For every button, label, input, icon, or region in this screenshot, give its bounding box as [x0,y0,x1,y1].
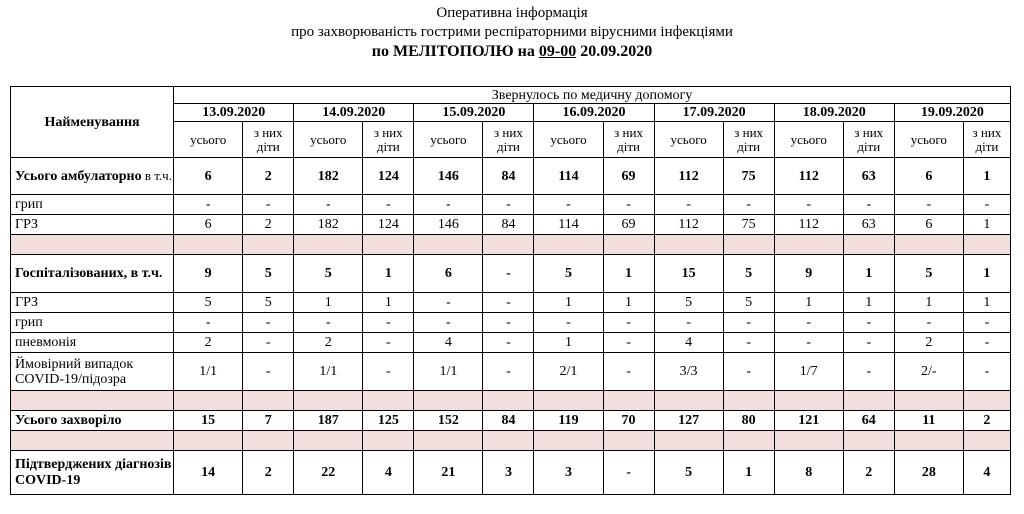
table-cell: 5 [243,255,294,293]
row-label: Підтверджених діагнозів COVID-19 [11,451,174,495]
table-cell: 4 [654,333,723,353]
table-cell: - [603,313,654,333]
table-cell: - [723,333,774,353]
table-row [11,333,1011,353]
table-cell: 5 [294,255,363,293]
table-cell: 2 [894,333,963,353]
row-label: грип [11,313,174,333]
table-cell: 80 [723,411,774,431]
table-cell: - [363,313,414,333]
table-cell: 2 [243,451,294,495]
date-header: 19.09.2020 [894,104,1010,122]
table-cell: 5 [534,255,603,293]
table-cell: 1/7 [774,353,843,391]
table-cell: 7 [243,411,294,431]
separator-cell [654,431,723,451]
separator-cell [894,391,963,411]
table-cell: 11 [894,411,963,431]
table-cell: - [294,195,363,215]
separator-cell [774,235,843,255]
table-cell: 2 [243,215,294,235]
table-cell: - [174,313,243,333]
row-label: грип [11,195,174,215]
table-cell: - [963,333,1010,353]
table-cell: 1 [723,451,774,495]
table-cell: 112 [774,215,843,235]
table-cell: - [723,353,774,391]
table-cell: 112 [654,158,723,195]
table-row [11,313,1011,333]
table-row [11,195,1011,215]
separator-cell [11,391,174,411]
table-cell: 146 [414,158,483,195]
table-cell: 119 [534,411,603,431]
table-row [11,353,1011,391]
separator-cell [603,431,654,451]
table-cell: 22 [294,451,363,495]
separator-cell [843,431,894,451]
name-column-header: Найменування [11,87,174,158]
table-cell: - [774,195,843,215]
separator-cell [363,391,414,411]
table-cell: - [843,195,894,215]
table-cell: 5 [243,293,294,313]
separator-cell [774,391,843,411]
table-cell: 9 [174,255,243,293]
table-cell: - [603,195,654,215]
separator-cell [723,391,774,411]
table-cell: 121 [774,411,843,431]
separator-cell [723,235,774,255]
table-cell: 1 [963,293,1010,313]
table-cell: 1 [963,255,1010,293]
table-cell: 1 [363,293,414,313]
separator-cell [174,391,243,411]
date-header: 15.09.2020 [414,104,534,122]
children-subheader: з них діти [843,122,894,158]
table-cell: 1 [774,293,843,313]
separator-row [11,235,1011,255]
table-cell: 1 [843,293,894,313]
table-cell: 146 [414,215,483,235]
separator-cell [654,235,723,255]
separator-cell [963,431,1010,451]
separator-cell [483,235,534,255]
table-cell: 1 [603,255,654,293]
date-header: 14.09.2020 [294,104,414,122]
table-cell: - [483,333,534,353]
table-cell: 6 [894,215,963,235]
table-cell: 1 [534,333,603,353]
table-cell: 1 [894,293,963,313]
table-cell: - [243,195,294,215]
table-cell: 84 [483,411,534,431]
separator-cell [894,235,963,255]
total-subheader: усього [174,122,243,158]
children-subheader: з них діти [363,122,414,158]
table-cell: 5 [894,255,963,293]
table-cell: - [243,353,294,391]
separator-cell [363,235,414,255]
separator-cell [414,235,483,255]
table-cell: - [363,333,414,353]
row-label: Усього захворіло [11,411,174,431]
table-cell: - [963,313,1010,333]
row-label: Усього амбулаторно в т.ч. [11,158,174,195]
table-cell: 1 [534,293,603,313]
table-cell: 6 [174,215,243,235]
separator-cell [414,431,483,451]
table-cell: 6 [174,158,243,195]
separator-cell [11,431,174,451]
separator-row [11,431,1011,451]
table-cell: - [483,293,534,313]
table-cell: 4 [363,451,414,495]
separator-cell [534,235,603,255]
separator-cell [843,235,894,255]
group-header: Звернулось по медичну допомогу [174,87,1011,104]
table-cell: 1 [963,215,1010,235]
separator-cell [603,391,654,411]
table-cell: 182 [294,158,363,195]
table-cell: 2 [843,451,894,495]
separator-cell [294,391,363,411]
table-cell: 5 [654,451,723,495]
children-subheader: з них діти [243,122,294,158]
separator-cell [174,235,243,255]
separator-cell [243,391,294,411]
table-row [11,215,1011,235]
total-subheader: усього [894,122,963,158]
table-cell: 112 [774,158,843,195]
children-subheader: з них діти [483,122,534,158]
table-cell: 8 [774,451,843,495]
row-label: ГРЗ [11,215,174,235]
table-cell: 4 [414,333,483,353]
table-cell: - [603,333,654,353]
table-cell: 69 [603,158,654,195]
table-cell: 14 [174,451,243,495]
table-cell: 15 [174,411,243,431]
date-header: 18.09.2020 [774,104,894,122]
separator-cell [483,431,534,451]
table-cell: - [774,313,843,333]
table-cell: 70 [603,411,654,431]
table-cell: 1 [963,158,1010,195]
table-cell: 21 [414,451,483,495]
table-cell: - [414,293,483,313]
table-cell: 6 [414,255,483,293]
table-cell: 124 [363,215,414,235]
header-subtitle: про захворюваність гострими респіраторними вірусними інфекціями [291,24,733,40]
table-cell: 15 [654,255,723,293]
table-cell: - [723,313,774,333]
children-subheader: з них діти [603,122,654,158]
table-row [11,255,1011,293]
morbidity-table [10,86,1011,495]
table-cell: - [174,195,243,215]
table-row [11,158,1011,195]
table-row [11,411,1011,431]
table-cell: - [243,333,294,353]
table-cell: - [363,353,414,391]
table-cell: - [774,333,843,353]
table-cell: - [894,313,963,333]
separator-cell [483,391,534,411]
table-cell: 28 [894,451,963,495]
table-cell: 1/1 [174,353,243,391]
separator-cell [534,391,603,411]
table-cell: 5 [174,293,243,313]
separator-cell [723,431,774,451]
table-cell: 1 [294,293,363,313]
table-cell: 125 [363,411,414,431]
table-cell: 69 [603,215,654,235]
separator-cell [294,235,363,255]
table-cell: 75 [723,215,774,235]
table-cell: 75 [723,158,774,195]
table-cell: 2 [243,158,294,195]
separator-cell [654,391,723,411]
table-cell: 187 [294,411,363,431]
table-cell: 127 [654,411,723,431]
table-cell: 152 [414,411,483,431]
table-cell: 1/1 [414,353,483,391]
separator-cell [11,235,174,255]
table-cell: - [243,313,294,333]
table-cell: - [723,195,774,215]
table-cell: 5 [723,293,774,313]
table-cell: 1 [603,293,654,313]
row-label: Госпіталізованих, в т.ч. [11,255,174,293]
table-cell: 114 [534,158,603,195]
separator-cell [294,431,363,451]
table-cell: - [414,195,483,215]
table-cell: - [483,195,534,215]
table-cell: 84 [483,215,534,235]
separator-cell [243,431,294,451]
table-cell: - [483,313,534,333]
table-cell: - [294,313,363,333]
separator-cell [843,391,894,411]
table-cell: 63 [843,158,894,195]
table-cell: - [414,313,483,333]
row-label: пневмонія [11,333,174,353]
table-cell: 2/1 [534,353,603,391]
separator-cell [774,431,843,451]
row-label: ГРЗ [11,293,174,313]
table-cell: 6 [894,158,963,195]
table-cell: 9 [774,255,843,293]
date-header: 13.09.2020 [174,104,294,122]
table-cell: - [843,313,894,333]
total-subheader: усього [534,122,603,158]
separator-row [11,391,1011,411]
table-cell: 5 [654,293,723,313]
table-cell: 3 [483,451,534,495]
table-cell: - [963,195,1010,215]
table-cell: - [363,195,414,215]
total-subheader: усього [294,122,363,158]
separator-cell [363,431,414,451]
separator-cell [174,431,243,451]
table-cell: 84 [483,158,534,195]
table-cell: - [654,195,723,215]
row-label: Ймовірний випадок COVID-19/підозра [11,353,174,391]
header-title: Оперативна інформація [436,5,588,21]
table-cell: - [483,255,534,293]
table-cell: 182 [294,215,363,235]
table-cell: 2/- [894,353,963,391]
table-cell: 2 [174,333,243,353]
table-row [11,451,1011,495]
table-row [11,293,1011,313]
table-cell: - [843,353,894,391]
table-cell: 1 [843,255,894,293]
table-cell: - [603,353,654,391]
table-cell: 4 [963,451,1010,495]
table-cell: - [603,451,654,495]
table-cell: - [963,353,1010,391]
table-cell: - [894,195,963,215]
table-cell: 2 [294,333,363,353]
date-header: 17.09.2020 [654,104,774,122]
table-cell: 2 [963,411,1010,431]
document-header [0,0,1024,62]
total-subheader: усього [774,122,843,158]
table-cell: 5 [723,255,774,293]
total-subheader: усього [414,122,483,158]
table-cell: - [483,353,534,391]
separator-cell [414,391,483,411]
table-cell: 1/1 [294,353,363,391]
table-cell: 3/3 [654,353,723,391]
children-subheader: з них діти [723,122,774,158]
table-cell: - [654,313,723,333]
table-cell: 112 [654,215,723,235]
table-cell: 3 [534,451,603,495]
table-cell: 1 [363,255,414,293]
total-subheader: усього [654,122,723,158]
table-cell: 114 [534,215,603,235]
table-cell: 124 [363,158,414,195]
children-subheader: з них діти [963,122,1010,158]
header-location-date: по МЕЛІТОПОЛЮ на 09-00 20.09.2020 [371,43,653,60]
separator-cell [534,431,603,451]
table-cell: - [534,313,603,333]
table-cell: 63 [843,215,894,235]
separator-cell [243,235,294,255]
table-cell: - [534,195,603,215]
separator-cell [963,391,1010,411]
separator-cell [603,235,654,255]
table-cell: - [843,333,894,353]
separator-cell [963,235,1010,255]
date-header: 16.09.2020 [534,104,654,122]
table-cell: 64 [843,411,894,431]
separator-cell [894,431,963,451]
